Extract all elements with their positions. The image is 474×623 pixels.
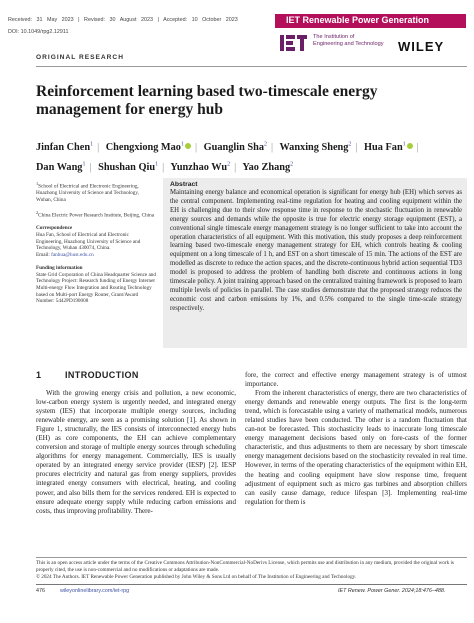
paragraph: fore, the correct and effective energy management strategy is of utmost importance.	[245, 371, 467, 389]
author[interactable]: Yao Zhang$^2$	[242, 161, 294, 173]
page-number: 476	[36, 588, 45, 594]
paragraph: From the inherent characteristics of energy, there are two characteristics of energy demands and renewable energy outputs. The first is the long-term trend, which is forecastable using a variety of mathematical models, numerous related studies have been conducted. The other is a random fluctuation that can-not be forecasted. This stochasticity leads to inaccurate long timescale energy management decisions based only on fore-casts of the former characteristic, and thus adjustments to them are necessary by short timescale energy management decisions based on the stochasticity revealed in real time. However, in terms of the operating characteristics of the equipment within EH, the heating and cooling equipment have slow response time, frequent adjustment of equipment such as micro gas turbines and absorption chillers can easily cause damage, reduce lifespan [3]. Implementing real-time regulation for them is	[245, 389, 467, 506]
author[interactable]: Shushan Qiu$^1$	[98, 161, 159, 173]
funding-body: State Grid Corporation of China Headquarter Science and Technology Project: Research funding of Energy Internet Multi-energy Flow Integration and Routing Technology based on Multi-port Energy Router, Grant/Award Number: 5442PD190008	[36, 271, 156, 305]
received-date: Received: 31 May 2023	[8, 17, 74, 23]
affiliation-1: $^1$School of Electrical and Electronic Engineering, Huazhong University of Science and Technology, Wuhan, China	[36, 181, 139, 204]
author[interactable]: Guanglin Sha$^2$	[203, 142, 267, 154]
affiliation-2: $^2$China Electric Power Research Institute, Beijing, China	[36, 209, 154, 219]
revised-date: Revised: 30 August 2023	[84, 17, 153, 23]
correspondence-heading: Correspondence	[36, 225, 73, 232]
divider	[36, 66, 467, 67]
orcid-icon[interactable]	[407, 143, 413, 149]
abstract-text: Maintaining energy balance and economical operation is significant for energy hub (EH) which serves as the central component. Implementing real-time regulation for heating and cooling equipment within the EH is challenging due to their slow response time in response to the stochastic fluctuation in renewable energy sources and demands while the opposite is true for electric energy storage equipment (EST), a conventional single timescale energy management strategy is no longer sufficient to take into account the operation characteristics of all equipment. With this motivation, this study proposes a deep reinforcement learning based two-timescale energy management strategy for EH, which controls heating & cooling equipment on a long timescale of 1 h, and EST on a short timescale of 15 min. The actions of the EST are modelled as discrete to reduce the action spaces, and the discrete-continuous hybrid action sequential TD3 model is proposed to address the problem of handling both discrete and continuous actions in long timescale policy. A joint training approach based on the centralized training framework is proposed to learn multiple levels of policies in parallel. The case studies demonstrate that the proposed strategy reduces the economic cost and carbon emissions by 1%, and 0.5% compared to the single time-scale strategy respectively.	[170, 189, 462, 312]
author[interactable]: Jinfan Chen$^1$	[36, 142, 94, 154]
accepted-date: Accepted: 10 October 2023	[163, 17, 238, 23]
author[interactable]: Hua Fan$^1$	[364, 142, 413, 153]
body-column-left	[36, 389, 236, 516]
paragraph: With the growing energy crisis and pollution, a new economic, low-carbon energy system is urgently needed, and integrated energy system (IES) that incorporate multiple energy sources, including renewable energy, are seen as a promising solution [1]. As shown in Figure 1, structurally, the IES consists of interconnected energy hubs (EH) as core components, the EH can achieve complementary conversion and storage of multiple energy sources through scheduling algorithms for energy management. Commercially, IES is usually operated by an integrated energy service provider (IESP) [2]. IESP procures electricity and natural gas from energy suppliers, provides integrated energy consumers with electrical, heating, and cooling power, and also bills them for the services rendered. EH is expected to ensure adequate energy supply while reducing carbon emissions and costs, thus improving profitability. There-	[36, 389, 236, 515]
email-link[interactable]: fanhua@hust.edu.cn	[51, 252, 94, 259]
journal-name[interactable]: IET Renewable Power Generation	[286, 15, 430, 25]
author[interactable]: Yunzhao Wu$^2$	[170, 161, 231, 173]
author-list: Jinfan Chen$^1$ | Chengxiong Mao$^1$ | Guanglin Sha$^2$ | Wanxing Sheng$^2$ | Hua Fan$^1$ | Dan Wang$^1$ | Shushan Qiu$^1$ | Yunzhao Wu$^2$ | Yao Zhang$^2$	[36, 142, 419, 173]
section-heading: INTRODUCTION	[65, 370, 139, 380]
correspondence-body: Hua Fan, School of Electrical and Electronic Engineering, Huazhong University of Science and Technology, Wuhan 430074, China.	[36, 231, 141, 252]
body-column-right	[245, 371, 467, 507]
license-notice: This is an open access article under the terms of the Creative Commons Attribution-NonCommercial-NoDerivs License, which permits use and distribution in any medium, provided the original work is properly cited, the use is non-commercial and no modifications or adaptations are made. © 2024 The Authors. IET Renewable Power Generation published by John Wiley & Sons Ltd on behalf of The Institution of Engineering and Technology.	[36, 560, 454, 580]
doi[interactable]: DOI: 10.1049/rpg2.12911	[8, 29, 69, 35]
iet-name: The Institution of Engineering and Technology	[313, 34, 384, 47]
divider	[36, 557, 467, 558]
author[interactable]: Wanxing Sheng$^2$	[279, 142, 352, 154]
sidebar	[36, 181, 156, 311]
article-type: ORIGINAL RESEARCH	[36, 54, 124, 61]
article-dates: Received: 31 May 2023 | Revised: 30 August 2023 | Accepted: 10 October 2023	[8, 17, 238, 23]
publisher-logo[interactable]: WILEY	[398, 39, 445, 54]
author[interactable]: Chengxiong Mao$^1$	[106, 142, 191, 153]
funding-heading: Funding information	[36, 264, 83, 271]
journal-url[interactable]: wileyonlinelibrary.com/iet-rpg	[60, 588, 130, 594]
section-number: 1	[36, 370, 42, 380]
author[interactable]: Dan Wang$^1$	[36, 161, 86, 173]
article-title: Reinforcement learning based two-timescale energy management for energy hub	[36, 83, 378, 118]
citation: IET Renew. Power Gener. 2024;18:476–488.	[338, 588, 446, 594]
iet-logo-icon	[280, 34, 307, 52]
divider	[36, 584, 467, 585]
email-line: Email: fanhua@hust.edu.cn	[36, 252, 94, 259]
abstract-heading: Abstract	[170, 181, 198, 188]
